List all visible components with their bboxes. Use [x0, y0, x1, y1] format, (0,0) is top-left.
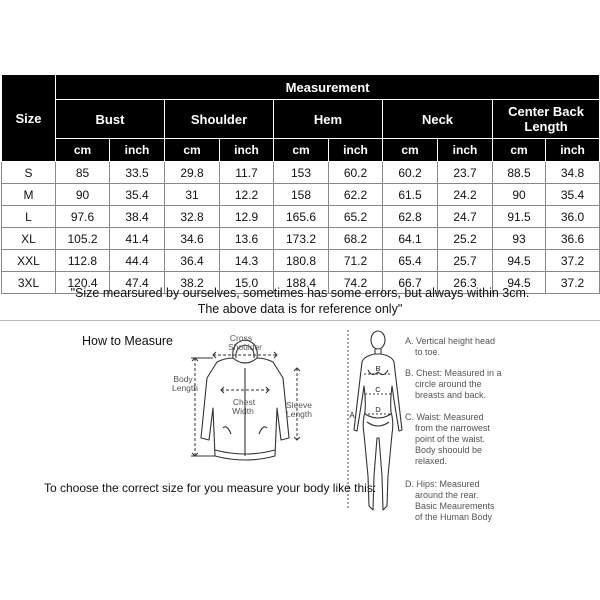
chest-width-label-2: Width: [232, 406, 254, 416]
unit-header-inch: inch: [438, 139, 493, 162]
size-cell: L: [2, 206, 56, 228]
value-cell: 120.4: [56, 272, 110, 294]
section-divider: [0, 320, 600, 321]
value-cell: 105.2: [56, 228, 110, 250]
legend-b: [405, 368, 505, 401]
value-cell: 85: [56, 162, 110, 184]
legend-c-line: from the narrowest: [415, 423, 491, 433]
unit-header-cm: cm: [383, 139, 438, 162]
unit-header-cm: cm: [56, 139, 110, 162]
value-cell: 38.2: [165, 272, 220, 294]
legend-b-line: breasts and back.: [415, 390, 487, 400]
table-row: [2, 184, 600, 206]
value-cell: 71.2: [329, 250, 383, 272]
value-cell: 90: [56, 184, 110, 206]
legend-d-line: Basic Meaurements: [415, 501, 495, 511]
value-cell: 23.7: [438, 162, 493, 184]
value-cell: 25.7: [438, 250, 493, 272]
value-cell: 24.2: [438, 184, 493, 206]
legend-c-line: C. Waist: Measured: [405, 412, 484, 422]
value-cell: 88.5: [493, 162, 546, 184]
unit-header-cm: cm: [165, 139, 220, 162]
body-label-b: B: [375, 364, 381, 373]
sleeve-length-label-1: Sleeve: [286, 400, 312, 410]
table-row: [2, 162, 600, 184]
value-cell: 62.2: [329, 184, 383, 206]
value-cell: 112.8: [56, 250, 110, 272]
value-cell: 180.8: [274, 250, 329, 272]
value-cell: 65.2: [329, 206, 383, 228]
size-cell: 3XL: [2, 272, 56, 294]
value-cell: 25.2: [438, 228, 493, 250]
value-cell: 36.4: [165, 250, 220, 272]
jacket-measure-diagram: [165, 328, 325, 473]
disclaimer-line-1: "Size mearsured by ourselves, sometimes has some errors, but always within 3cm.: [70, 286, 530, 300]
legend-a-line: to toe.: [415, 347, 441, 357]
value-cell: 14.3: [220, 250, 274, 272]
group-header-hem: Hem: [274, 100, 383, 139]
choose-size-instruction: To choose the correct size for you measure your body like this:: [44, 481, 377, 495]
how-to-measure-title: How to Measure: [82, 334, 174, 348]
legend-b-line: circle around the: [415, 379, 482, 389]
legend-a: [405, 336, 505, 358]
size-column-header: Size: [2, 75, 56, 162]
value-cell: 62.8: [383, 206, 438, 228]
cross-shoulder-label-2: Shoulder: [227, 342, 263, 352]
value-cell: 91.5: [493, 206, 546, 228]
value-cell: 29.8: [165, 162, 220, 184]
value-cell: 97.6: [56, 206, 110, 228]
value-cell: 12.9: [220, 206, 274, 228]
value-cell: 36.6: [546, 228, 600, 250]
body-measure-figure: [340, 326, 410, 521]
table-row: [2, 206, 600, 228]
value-cell: 47.4: [110, 272, 165, 294]
legend-b-line: B. Chest: Measured in a: [405, 368, 502, 378]
value-cell: 35.4: [110, 184, 165, 206]
legend-d-line: of the Human Body: [415, 512, 493, 522]
value-cell: 32.8: [165, 206, 220, 228]
size-cell: XL: [2, 228, 56, 250]
value-cell: 26.3: [438, 272, 493, 294]
size-table-body: [2, 162, 600, 294]
group-header-shoulder: Shoulder: [165, 100, 274, 139]
cross-shoulder-label-1: Cross: [229, 333, 253, 343]
value-cell: 94.5: [493, 272, 546, 294]
value-cell: 31: [165, 184, 220, 206]
value-cell: 35.4: [546, 184, 600, 206]
group-header-neck: Neck: [383, 100, 493, 139]
legend-a-line: A. Vertical height head: [405, 336, 496, 346]
unit-header-cm: cm: [493, 139, 546, 162]
value-cell: 15.0: [220, 272, 274, 294]
value-cell: 34.8: [546, 162, 600, 184]
value-cell: 12.2: [220, 184, 274, 206]
value-cell: 38.4: [110, 206, 165, 228]
value-cell: 36.0: [546, 206, 600, 228]
sleeve-length-label-2: Length: [286, 409, 312, 419]
size-cell: M: [2, 184, 56, 206]
value-cell: 33.5: [110, 162, 165, 184]
unit-header-inch: inch: [329, 139, 383, 162]
unit-header-inch: inch: [546, 139, 600, 162]
body-label-c: C: [375, 385, 381, 394]
disclaimer-line-2: The above data is for reference only": [197, 302, 403, 316]
value-cell: 24.7: [438, 206, 493, 228]
body-length-label-2: Length: [172, 383, 198, 393]
value-cell: 34.6: [165, 228, 220, 250]
body-label-d: D: [375, 405, 381, 414]
group-header-bust: Bust: [56, 100, 165, 139]
value-cell: 94.5: [493, 250, 546, 272]
size-chart-table: [1, 74, 600, 294]
unit-header-inch: inch: [110, 139, 165, 162]
body-label-a: A: [349, 411, 355, 420]
legend-c: [405, 412, 505, 467]
value-cell: 11.7: [220, 162, 274, 184]
legend-c-line: relaxed.: [415, 456, 448, 466]
body-length-label-1: Body: [173, 374, 193, 384]
value-cell: 165.6: [274, 206, 329, 228]
value-cell: 90: [493, 184, 546, 206]
table-row: [2, 250, 600, 272]
value-cell: 188.4: [274, 272, 329, 294]
legend-d-line: D. Hips: Measured: [405, 479, 480, 489]
table-row: [2, 228, 600, 250]
value-cell: 64.1: [383, 228, 438, 250]
value-cell: 61.5: [383, 184, 438, 206]
legend-d: [405, 479, 505, 523]
legend-d-line: around the rear.: [415, 490, 479, 500]
unit-header-inch: inch: [220, 139, 274, 162]
value-cell: 60.2: [329, 162, 383, 184]
size-cell: XXL: [2, 250, 56, 272]
value-cell: 173.2: [274, 228, 329, 250]
legend-c-line: Body shoould be: [415, 445, 483, 455]
value-cell: 41.4: [110, 228, 165, 250]
value-cell: 13.6: [220, 228, 274, 250]
value-cell: 74.2: [329, 272, 383, 294]
value-cell: 153: [274, 162, 329, 184]
value-cell: 68.2: [329, 228, 383, 250]
legend-c-line: point of the waist.: [415, 434, 486, 444]
measurement-header: Measurement: [56, 75, 600, 100]
value-cell: 44.4: [110, 250, 165, 272]
value-cell: 66.7: [383, 272, 438, 294]
chest-width-label-1: Chest: [232, 397, 256, 407]
value-cell: 37.2: [546, 250, 600, 272]
value-cell: 60.2: [383, 162, 438, 184]
unit-header-cm: cm: [274, 139, 329, 162]
size-cell: S: [2, 162, 56, 184]
value-cell: 93: [493, 228, 546, 250]
value-cell: 37.2: [546, 272, 600, 294]
value-cell: 158: [274, 184, 329, 206]
group-header-center-back-length: Center Back Length: [493, 100, 600, 139]
value-cell: 65.4: [383, 250, 438, 272]
